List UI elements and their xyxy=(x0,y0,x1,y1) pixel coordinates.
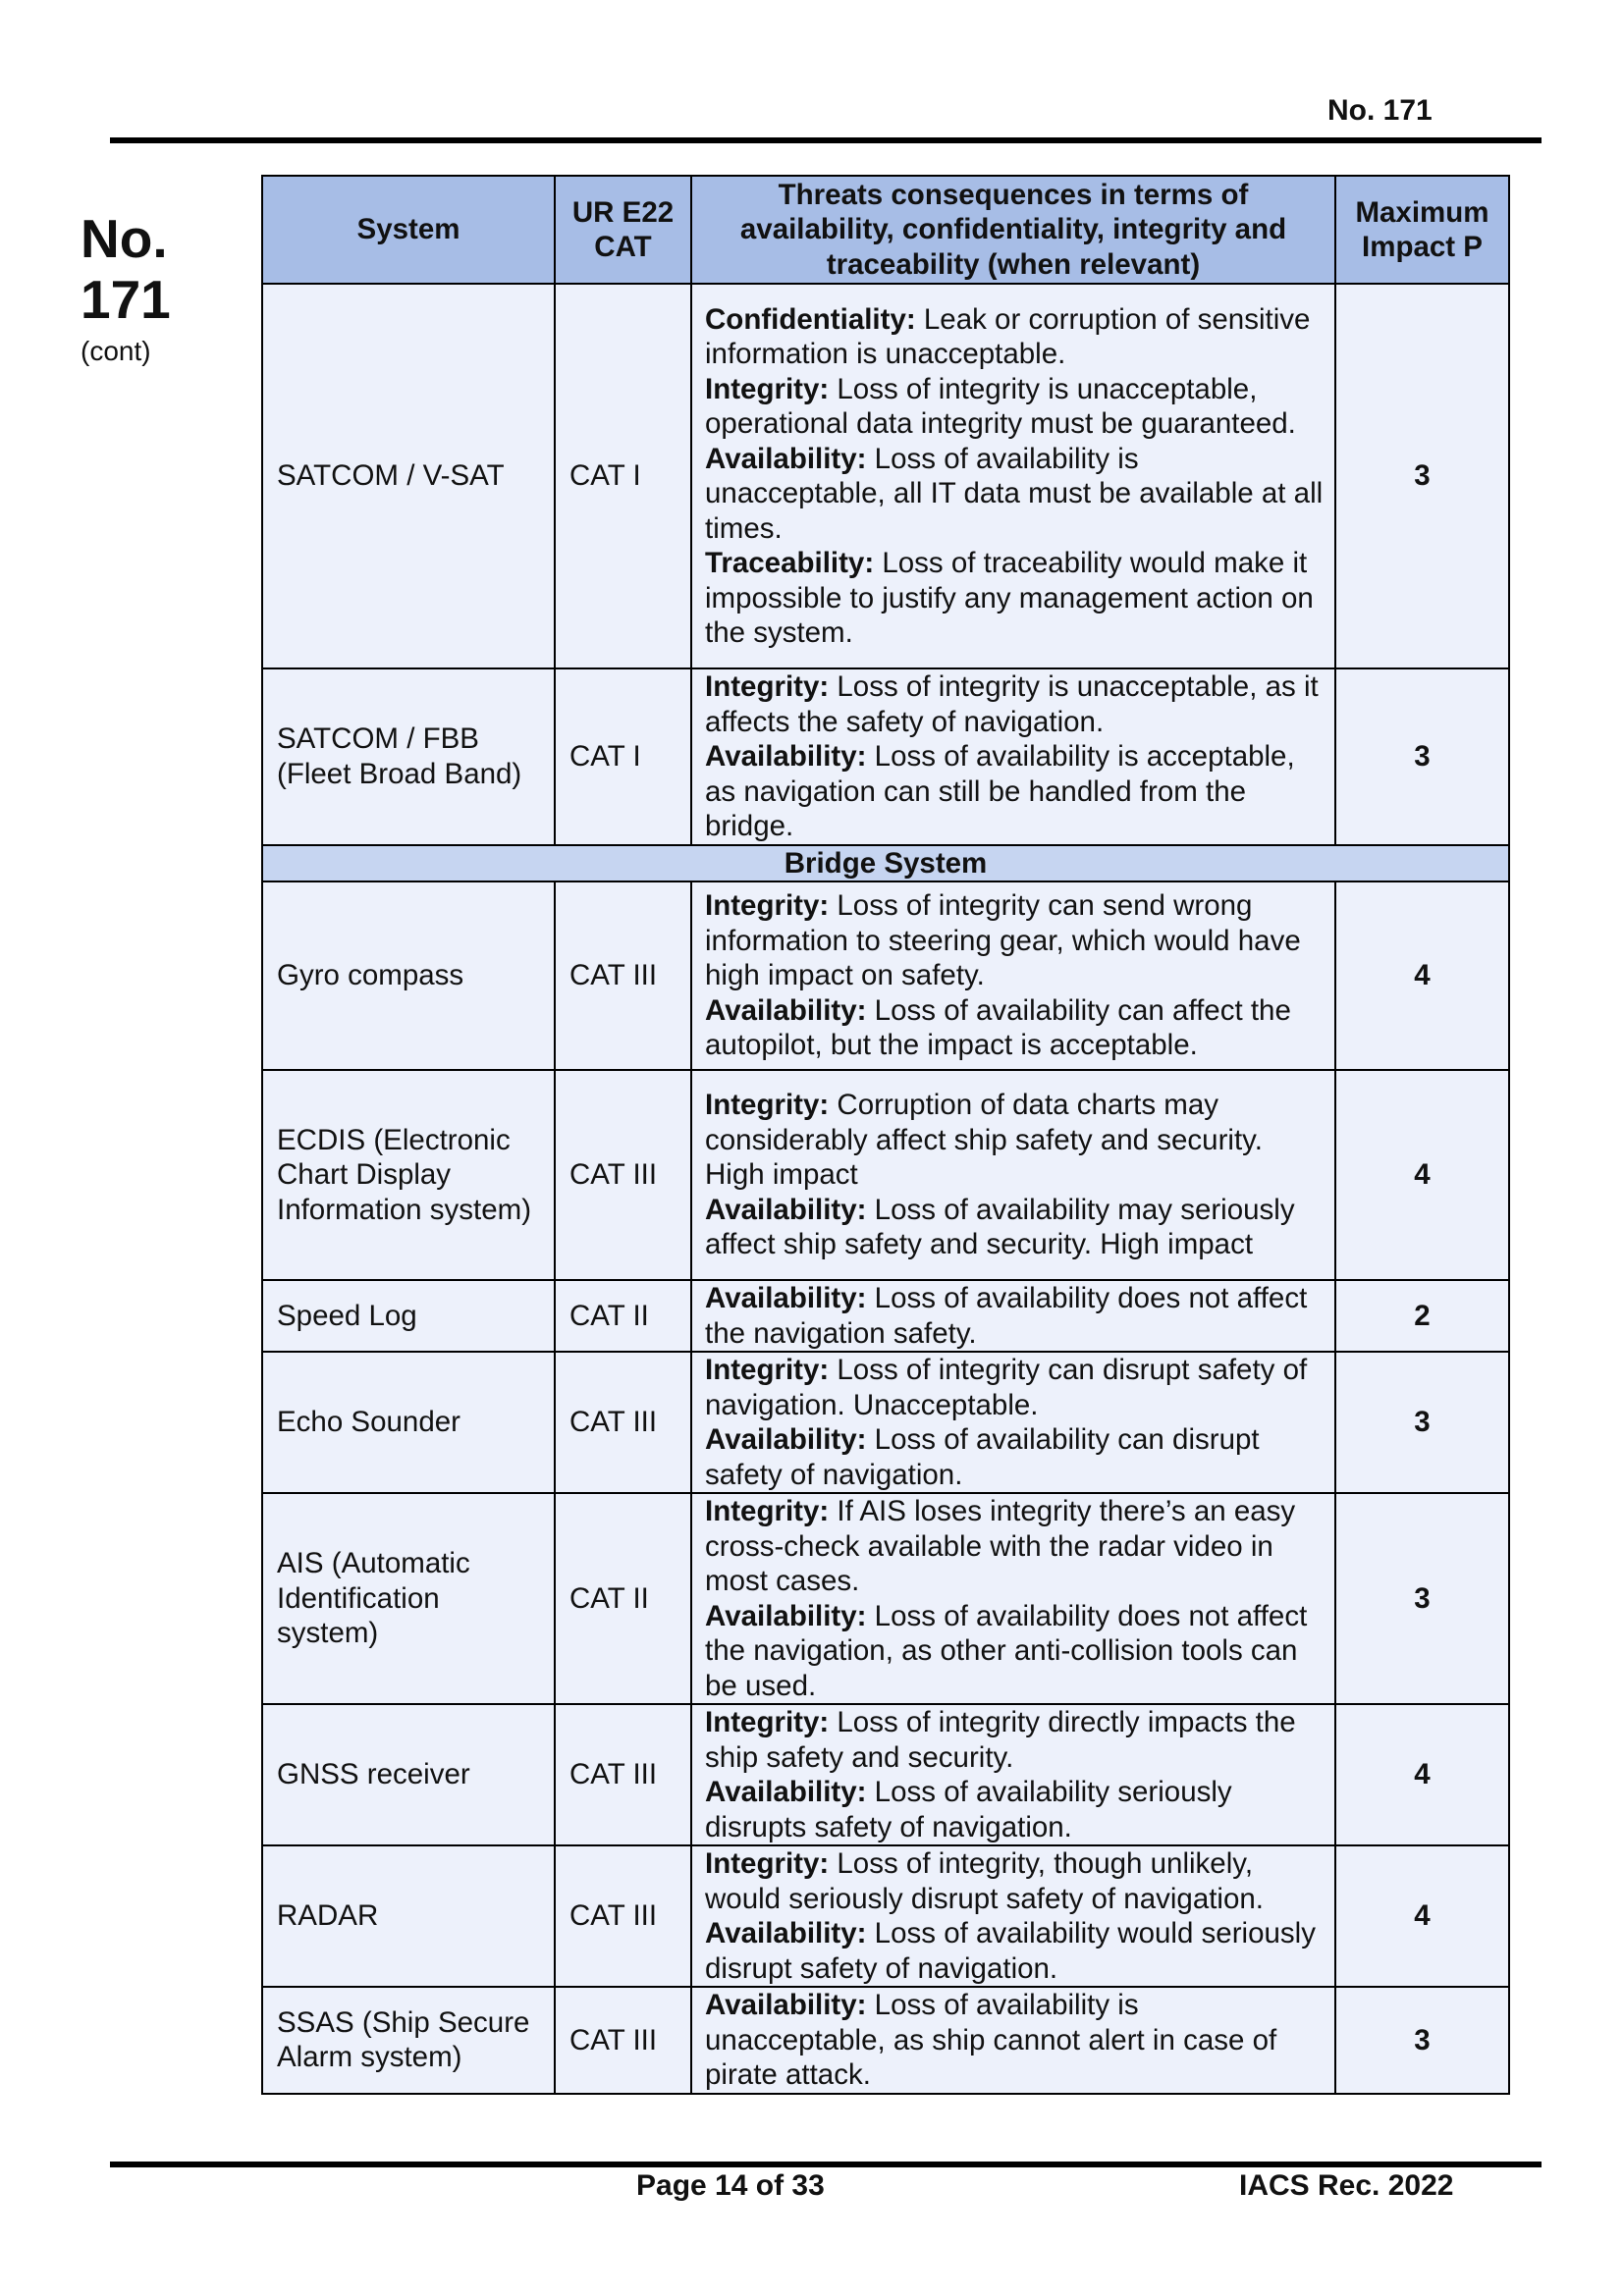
table-row xyxy=(262,1845,1509,1987)
category-cell: CAT II xyxy=(555,1280,691,1352)
threat-label: Availability: xyxy=(705,1989,867,2021)
footer-rule xyxy=(110,2162,1542,2167)
header-system: System xyxy=(262,176,555,284)
impact-cell: 3 xyxy=(1335,1493,1509,1704)
table-header-row xyxy=(262,176,1509,284)
category-cell: CAT I xyxy=(555,284,691,668)
threats-cell xyxy=(691,1493,1335,1704)
threat-entry xyxy=(705,1193,1325,1262)
threat-label: Availability: xyxy=(705,740,867,773)
threats-cell xyxy=(691,1352,1335,1493)
category-cell: CAT III xyxy=(555,1987,691,2094)
system-cell: RADAR xyxy=(262,1845,555,1987)
impact-cell: 3 xyxy=(1335,668,1509,845)
impact-cell: 2 xyxy=(1335,1280,1509,1352)
header-threats: Threats consequences in terms of availability, confidentiality, integrity and traceability (when relevant) xyxy=(691,176,1335,284)
threat-label: Availability: xyxy=(705,1193,867,1226)
threat-text: Loss of availability does not affect the navigation, as other anti-collision tools can be used. xyxy=(705,1599,1308,1702)
threat-entry xyxy=(705,1775,1325,1844)
threat-entry xyxy=(705,1353,1325,1422)
threat-text: Loss of availability can disrupt safety of navigation. xyxy=(705,1423,1260,1491)
table-row xyxy=(262,1493,1509,1704)
impact-cell: 3 xyxy=(1335,1987,1509,2094)
threat-text: Loss of availability seriously disrupts safety of navigation. xyxy=(705,1776,1232,1843)
side-number-line2: 171 xyxy=(81,269,171,330)
threat-text: Loss of integrity is unacceptable, operational data integrity must be guaranteed. xyxy=(705,372,1296,440)
table-row xyxy=(262,881,1509,1070)
threat-label: Availability: xyxy=(705,1282,867,1314)
threat-label: Availability: xyxy=(705,993,867,1027)
threat-label: Confidentiality: xyxy=(705,302,916,336)
footer-reference: IACS Rec. 2022 xyxy=(1239,2169,1454,2202)
threat-text: Loss of integrity, though unlikely, would seriously disrupt safety of navigation. xyxy=(705,1847,1264,1915)
threat-entry xyxy=(705,1281,1325,1351)
table-row xyxy=(262,1352,1509,1493)
threat-entry xyxy=(705,993,1325,1063)
table-row xyxy=(262,284,1509,668)
system-cell: SSAS (Ship Secure Alarm system) xyxy=(262,1987,555,2094)
threat-entry xyxy=(705,546,1325,651)
threat-label: Availability: xyxy=(705,1917,867,1949)
threat-label: Integrity: xyxy=(705,372,830,405)
threat-entry xyxy=(705,1846,1325,1916)
threat-table xyxy=(261,175,1510,2095)
threat-entry xyxy=(705,1705,1325,1775)
threat-text: Loss of availability is unacceptable, as ship cannot alert in case of pirate attack. xyxy=(705,1989,1277,2091)
threat-label: Availability: xyxy=(705,442,867,475)
system-cell: ECDIS (Electronic Chart Display Information system) xyxy=(262,1070,555,1280)
system-cell: GNSS receiver xyxy=(262,1704,555,1845)
threats-cell xyxy=(691,668,1335,845)
threats-cell xyxy=(691,1704,1335,1845)
impact-cell: 4 xyxy=(1335,1845,1509,1987)
system-cell: AIS (Automatic Identification system) xyxy=(262,1493,555,1704)
threat-label: Integrity: xyxy=(705,670,830,703)
impact-cell: 4 xyxy=(1335,1704,1509,1845)
threat-text: Loss of traceability would make it impossible to justify any management action on the system. xyxy=(705,547,1314,649)
threat-label: Integrity: xyxy=(705,1495,830,1527)
side-document-number xyxy=(81,208,189,330)
threat-text: Loss of integrity can send wrong information to steering gear, which would have high impact on safety. xyxy=(705,889,1301,992)
threat-entry xyxy=(705,1422,1325,1492)
threat-text: Loss of integrity is unacceptable, as it affects the safety of navigation. xyxy=(705,670,1319,738)
system-cell: SATCOM / FBB (Fleet Broad Band) xyxy=(262,668,555,845)
threat-text: Loss of availability is unacceptable, all IT data must be available at all times. xyxy=(705,442,1324,545)
threat-label: Integrity: xyxy=(705,1089,830,1122)
impact-cell: 4 xyxy=(1335,1070,1509,1280)
threats-cell xyxy=(691,1987,1335,2094)
table-row xyxy=(262,1987,1509,2094)
system-cell: SATCOM / V-SAT xyxy=(262,284,555,668)
threat-label: Integrity: xyxy=(705,889,830,923)
table-row xyxy=(262,1280,1509,1352)
threat-entry xyxy=(705,888,1325,993)
threat-text: Loss of integrity can disrupt safety of navigation. Unacceptable. xyxy=(705,1354,1308,1421)
category-cell: CAT III xyxy=(555,1070,691,1280)
threat-text: Leak or corruption of sensitive information is unacceptable. xyxy=(705,302,1311,370)
threat-label: Availability: xyxy=(705,1776,867,1808)
threat-text: If AIS loses integrity there’s an easy cross-check available with the radar video in most cases. xyxy=(705,1495,1296,1597)
header-cat xyxy=(555,176,691,284)
table-row xyxy=(262,1070,1509,1280)
impact-cell: 3 xyxy=(1335,1352,1509,1493)
side-number-line1: No. xyxy=(81,208,168,269)
threats-cell xyxy=(691,1845,1335,1987)
threat-label: Integrity: xyxy=(705,1706,830,1738)
threat-text: Loss of availability does not affect the navigation safety. xyxy=(705,1282,1308,1350)
threat-label: Availability: xyxy=(705,1423,867,1456)
section-title: Bridge System xyxy=(262,845,1509,882)
header-impact: Maximum Impact P xyxy=(1335,176,1509,284)
table-row xyxy=(262,1704,1509,1845)
threat-entry xyxy=(705,1088,1325,1193)
threat-entry xyxy=(705,372,1325,442)
impact-cell: 4 xyxy=(1335,881,1509,1070)
threats-cell xyxy=(691,1280,1335,1352)
threat-entry xyxy=(705,442,1325,547)
threat-text: Corruption of data charts may considerably affect ship safety and security. High impact xyxy=(705,1089,1263,1192)
category-cell: CAT I xyxy=(555,668,691,845)
threat-text: Loss of availability is acceptable, as navigation can still be handled from the bridge. xyxy=(705,740,1295,842)
category-cell: CAT III xyxy=(555,1704,691,1845)
threats-cell xyxy=(691,881,1335,1070)
threat-entry xyxy=(705,302,1325,372)
threat-entry xyxy=(705,669,1325,739)
category-cell: CAT II xyxy=(555,1493,691,1704)
threat-entry xyxy=(705,1599,1325,1704)
threats-cell xyxy=(691,1070,1335,1280)
threat-text: Loss of availability may seriously affect ship safety and security. High impact xyxy=(705,1193,1295,1261)
section-row xyxy=(262,845,1509,882)
header-cat-text: UR E22 CAT xyxy=(571,195,675,263)
system-cell: Echo Sounder xyxy=(262,1352,555,1493)
page-number: Page 14 of 33 xyxy=(636,2169,825,2202)
threat-text: Loss of availability would seriously disrupt safety of navigation. xyxy=(705,1917,1316,1985)
category-cell: CAT III xyxy=(555,881,691,1070)
threat-entry xyxy=(705,1988,1325,2093)
threat-label: Integrity: xyxy=(705,1847,830,1880)
threat-label: Traceability: xyxy=(705,547,875,579)
category-cell: CAT III xyxy=(555,1845,691,1987)
threat-label: Availability: xyxy=(705,1599,867,1632)
threat-entry xyxy=(705,739,1325,844)
impact-cell: 3 xyxy=(1335,284,1509,668)
threats-cell xyxy=(691,284,1335,668)
category-cell: CAT III xyxy=(555,1352,691,1493)
system-cell: Speed Log xyxy=(262,1280,555,1352)
table-row xyxy=(262,668,1509,845)
threat-entry xyxy=(705,1494,1325,1599)
threat-label: Integrity: xyxy=(705,1354,830,1386)
system-cell: Gyro compass xyxy=(262,881,555,1070)
threat-text: Loss of integrity directly impacts the ship safety and security. xyxy=(705,1706,1296,1774)
threat-entry xyxy=(705,1916,1325,1986)
document-number: No. 171 xyxy=(1327,94,1433,127)
side-cont-label: (cont) xyxy=(81,336,151,366)
header-rule xyxy=(110,137,1542,143)
threat-text: Loss of availability can affect the autopilot, but the impact is acceptable. xyxy=(705,993,1291,1062)
